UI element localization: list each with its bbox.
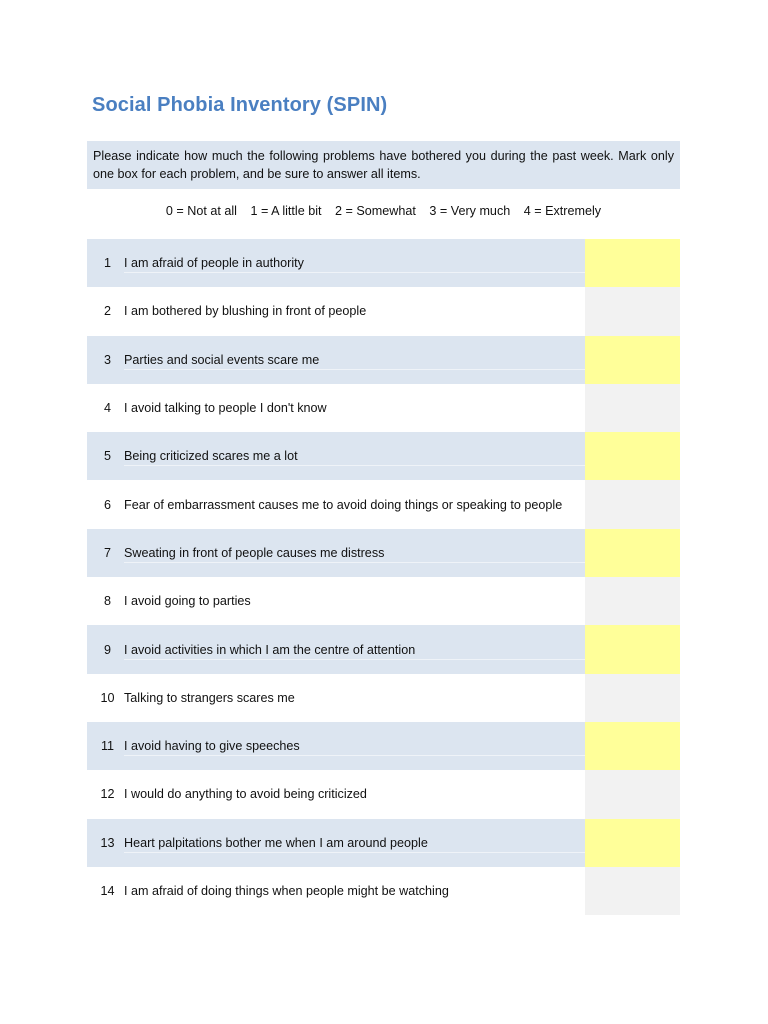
item-row (87, 722, 680, 770)
rating-scale (87, 204, 680, 218)
item-text: I am afraid of doing things when people might be watching (124, 867, 585, 915)
answer-box[interactable] (585, 432, 680, 480)
answer-box[interactable] (585, 336, 680, 384)
answer-box[interactable] (585, 674, 680, 722)
item-number: 1 (87, 239, 124, 287)
item-text: Sweating in front of people causes me distress (124, 529, 585, 577)
item-number: 5 (87, 432, 124, 480)
answer-box[interactable] (585, 625, 680, 673)
item-row (87, 867, 680, 915)
answer-box[interactable] (585, 287, 680, 335)
item-number: 3 (87, 336, 124, 384)
scale-option-4: 4 = Extremely (523, 204, 602, 218)
item-text: I would do anything to avoid being criticized (124, 770, 585, 818)
page-title: Social Phobia Inventory (SPIN) (92, 94, 388, 116)
item-number: 2 (87, 287, 124, 335)
answer-box[interactable] (585, 384, 680, 432)
answer-box[interactable] (585, 480, 680, 528)
item-text: I am bothered by blushing in front of people (124, 287, 585, 335)
answer-box[interactable] (585, 722, 680, 770)
item-number: 13 (87, 819, 124, 867)
item-text: Being criticized scares me a lot (124, 432, 585, 480)
item-row (87, 384, 680, 432)
scale-option-1: 1 = A little bit (250, 204, 322, 218)
scale-option-3: 3 = Very much (429, 204, 511, 218)
items-table (87, 239, 680, 915)
item-number: 12 (87, 770, 124, 818)
item-text: Heart palpitations bother me when I am around people (124, 819, 585, 867)
item-text: I am afraid of people in authority (124, 239, 585, 287)
item-row (87, 674, 680, 722)
item-number: 8 (87, 577, 124, 625)
item-number: 7 (87, 529, 124, 577)
item-text: I avoid going to parties (124, 577, 585, 625)
item-row (87, 287, 680, 335)
answer-box[interactable] (585, 529, 680, 577)
item-number: 6 (87, 480, 124, 528)
item-row (87, 336, 680, 384)
item-text: Talking to strangers scares me (124, 674, 585, 722)
item-text: I avoid activities in which I am the centre of attention (124, 625, 585, 673)
item-number: 9 (87, 625, 124, 673)
item-number: 4 (87, 384, 124, 432)
answer-box[interactable] (585, 867, 680, 915)
item-row (87, 432, 680, 480)
item-number: 14 (87, 867, 124, 915)
item-text: Parties and social events scare me (124, 336, 585, 384)
item-text: Fear of embarrassment causes me to avoid doing things or speaking to people (124, 480, 585, 528)
item-row (87, 239, 680, 287)
item-text: I avoid having to give speeches (124, 722, 585, 770)
item-row (87, 770, 680, 818)
scale-option-0: 0 = Not at all (165, 204, 237, 218)
item-number: 10 (87, 674, 124, 722)
answer-box[interactable] (585, 819, 680, 867)
answer-box[interactable] (585, 577, 680, 625)
item-row (87, 625, 680, 673)
instructions-text: Please indicate how much the following problems have bothered you during the past week. Mark only one box for each problem, and be sure to answer all items. (87, 141, 680, 189)
item-text: I avoid talking to people I don't know (124, 384, 585, 432)
item-row (87, 529, 680, 577)
item-row (87, 819, 680, 867)
answer-box[interactable] (585, 770, 680, 818)
item-row (87, 480, 680, 528)
answer-box[interactable] (585, 239, 680, 287)
scale-option-2: 2 = Somewhat (335, 204, 416, 218)
item-row (87, 577, 680, 625)
item-number: 11 (87, 722, 124, 770)
